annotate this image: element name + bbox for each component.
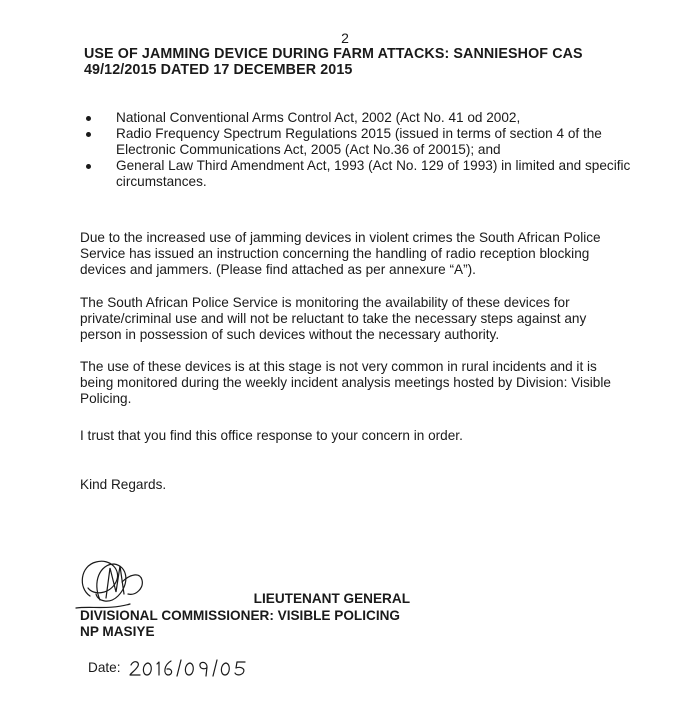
legislation-item bbox=[80, 126, 640, 158]
signatory-division: DIVISIONAL COMMISSIONER: VISIBLE POLICING bbox=[80, 608, 400, 623]
paragraph-rural-incidents: The use of these devices is at this stage is not very common in rural incidents and it is being monitored during the weekly incident analysis meetings hosted by Division: Visible Policing. bbox=[80, 359, 611, 406]
document-title: USE OF JAMMING DEVICE DURING FARM ATTACKS: SANNIESHOF CAS 49/12/2015 DATED 17 DECEMBER 2015 bbox=[84, 46, 583, 78]
paragraph-regards: Kind Regards. bbox=[80, 477, 167, 492]
bullet-icon bbox=[86, 164, 91, 169]
legislation-item bbox=[80, 158, 640, 190]
legislation-list bbox=[80, 110, 640, 190]
legislation-item-text: Radio Frequency Spectrum Regulations 2015 (issued in terms of section 4 of the Electronic Communications Act, 2005 (Act No.36 of 20015); and bbox=[116, 126, 602, 157]
paragraph-closing: I trust that you find this office response to your concern in order. bbox=[80, 428, 463, 443]
date-label: Date: bbox=[88, 660, 121, 675]
bullet-icon bbox=[86, 132, 91, 137]
handwritten-date bbox=[127, 657, 272, 679]
legislation-item-text: National Conventional Arms Control Act, 2002 (Act No. 41 od 2002, bbox=[116, 110, 521, 125]
legislation-item-text: General Law Third Amendment Act, 1993 (Act No. 129 of 1993) in limited and specific circumstances. bbox=[116, 158, 631, 189]
legislation-item bbox=[80, 110, 640, 126]
date-row bbox=[88, 657, 272, 679]
paragraph-monitoring: The South African Police Service is monitoring the availability of these devices for private/criminal use and will not be reluctant to take the necessary steps against any person in possession of such devices without the necessary authority. bbox=[80, 295, 587, 342]
paragraph-jamming-instruction: Due to the increased use of jamming devices in violent crimes the South African Police Service has issued an instruction concerning the handling of radio reception blocking devices and jammers. (Please find attached as per annexure “A”). bbox=[80, 230, 601, 277]
page-number: 2 bbox=[341, 30, 349, 46]
bullet-icon bbox=[86, 116, 91, 121]
signatory-rank: LIEUTENANT GENERAL bbox=[253, 591, 410, 606]
signatory-name: NP MASIYE bbox=[80, 624, 155, 639]
